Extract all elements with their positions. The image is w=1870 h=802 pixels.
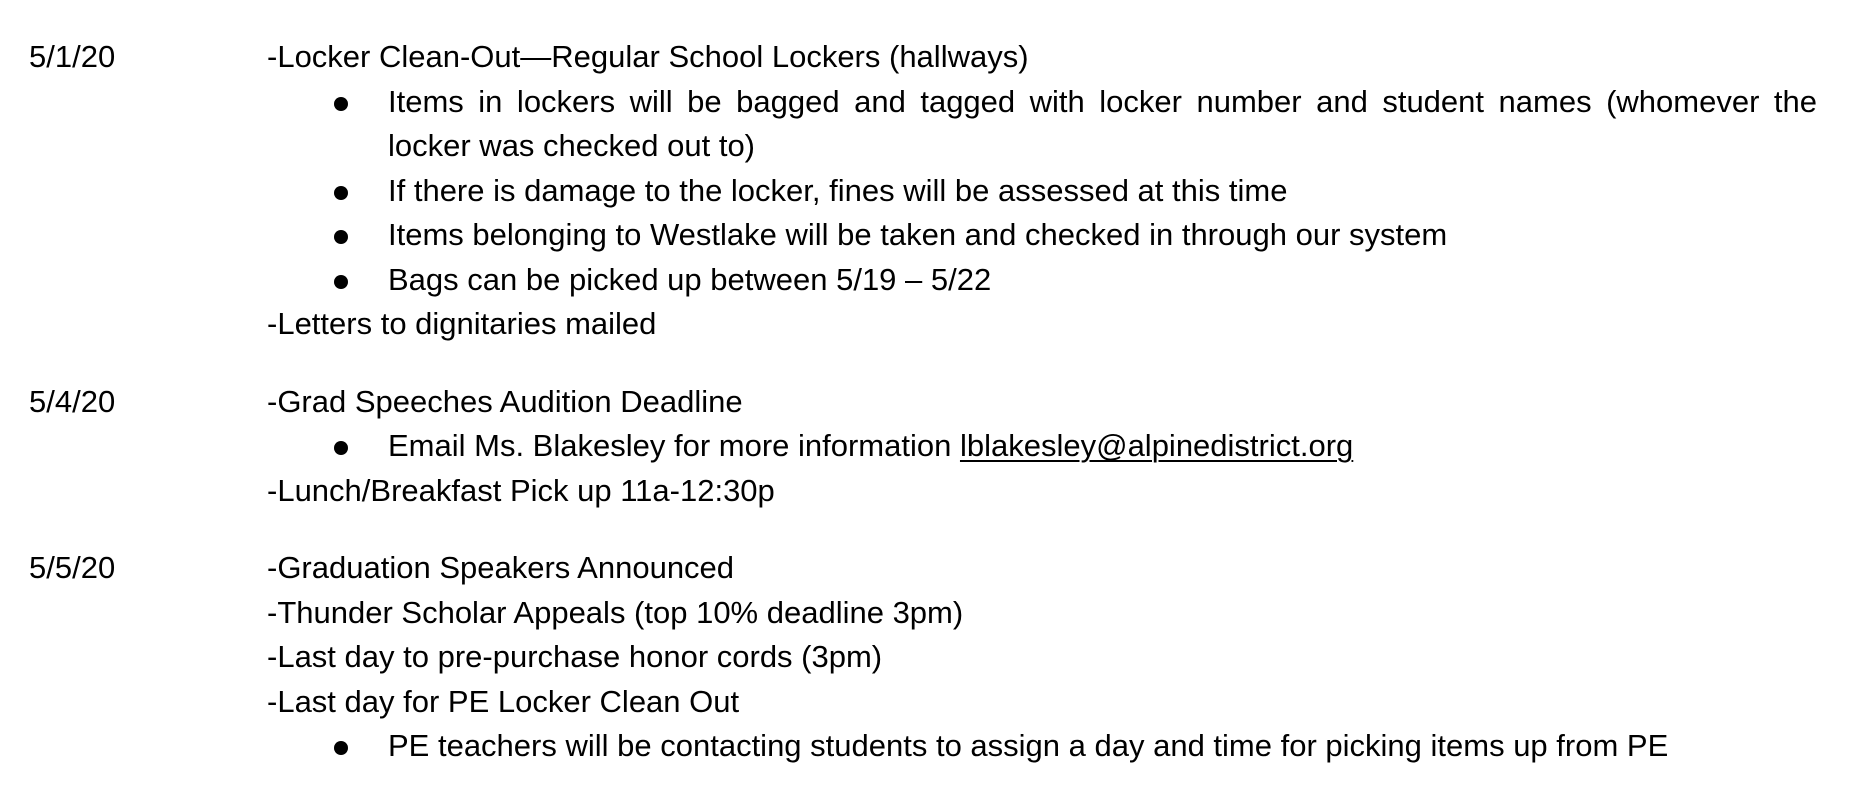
entry-line: -Letters to dignitaries mailed	[267, 306, 657, 341]
entry-line: -Grad Speeches Audition Deadline	[267, 383, 743, 419]
calendar-entry	[29, 35, 1819, 347]
entry-date: 5/1/20	[29, 39, 116, 74]
email-link[interactable]: lblakesley@alpinedistrict.org	[959, 428, 1354, 463]
entry-line: -Locker Clean-Out—Regular School Lockers (hallways)	[267, 39, 1029, 74]
bullet-dot-icon	[334, 97, 348, 111]
entry-content	[267, 35, 1819, 347]
bullet-dot-icon	[334, 230, 348, 244]
document-page	[29, 35, 1819, 802]
calendar-entry	[29, 546, 1819, 769]
bullet-item	[267, 213, 1819, 258]
entry-date: 5/5/20	[29, 550, 116, 585]
entry-content	[267, 546, 1819, 769]
bullet-dot-icon	[334, 275, 348, 289]
bullet-list	[267, 80, 1819, 303]
entry-line: -Last day to pre-purchase honor cords (3pm)	[267, 639, 883, 674]
bullet-item	[267, 424, 1819, 469]
bullet-list	[267, 424, 1819, 469]
bullet-text: Items in lockers will be bagged and tagged with locker number and student names (whomever the locker was checked out to)	[388, 83, 1817, 163]
bullet-item	[267, 80, 1819, 169]
calendar-entry	[29, 380, 1819, 514]
bullet-item	[267, 258, 1819, 303]
entry-line: -Lunch/Breakfast Pick up 11a-12:30p	[267, 472, 775, 508]
bullet-text: PE teachers will be contacting students to assign a day and time for picking items up from PE	[388, 728, 1669, 763]
bullet-text: Items belonging to Westlake will be taken and checked in through our system	[388, 217, 1448, 252]
entry-line: -Last day for PE Locker Clean Out	[267, 683, 740, 719]
bullet-dot-icon	[334, 741, 348, 755]
bullet-item	[267, 724, 1819, 769]
bullet-item	[267, 169, 1819, 214]
bullet-text: If there is damage to the locker, fines will be assessed at this time	[388, 172, 1288, 208]
bullet-text	[388, 428, 1353, 463]
bullet-dot-icon	[334, 186, 348, 200]
bullet-text: Bags can be picked up between 5/19 – 5/22	[388, 261, 992, 297]
entry-content	[267, 380, 1819, 514]
entry-line: -Thunder Scholar Appeals (top 10% deadline 3pm)	[267, 594, 964, 630]
bullet-list	[267, 724, 1819, 769]
bullet-text-prefix: Email Ms. Blakesley for more information	[388, 428, 960, 463]
bullet-dot-icon	[334, 441, 348, 455]
entry-line: -Graduation Speakers Announced	[267, 550, 735, 585]
entry-date: 5/4/20	[29, 383, 116, 419]
